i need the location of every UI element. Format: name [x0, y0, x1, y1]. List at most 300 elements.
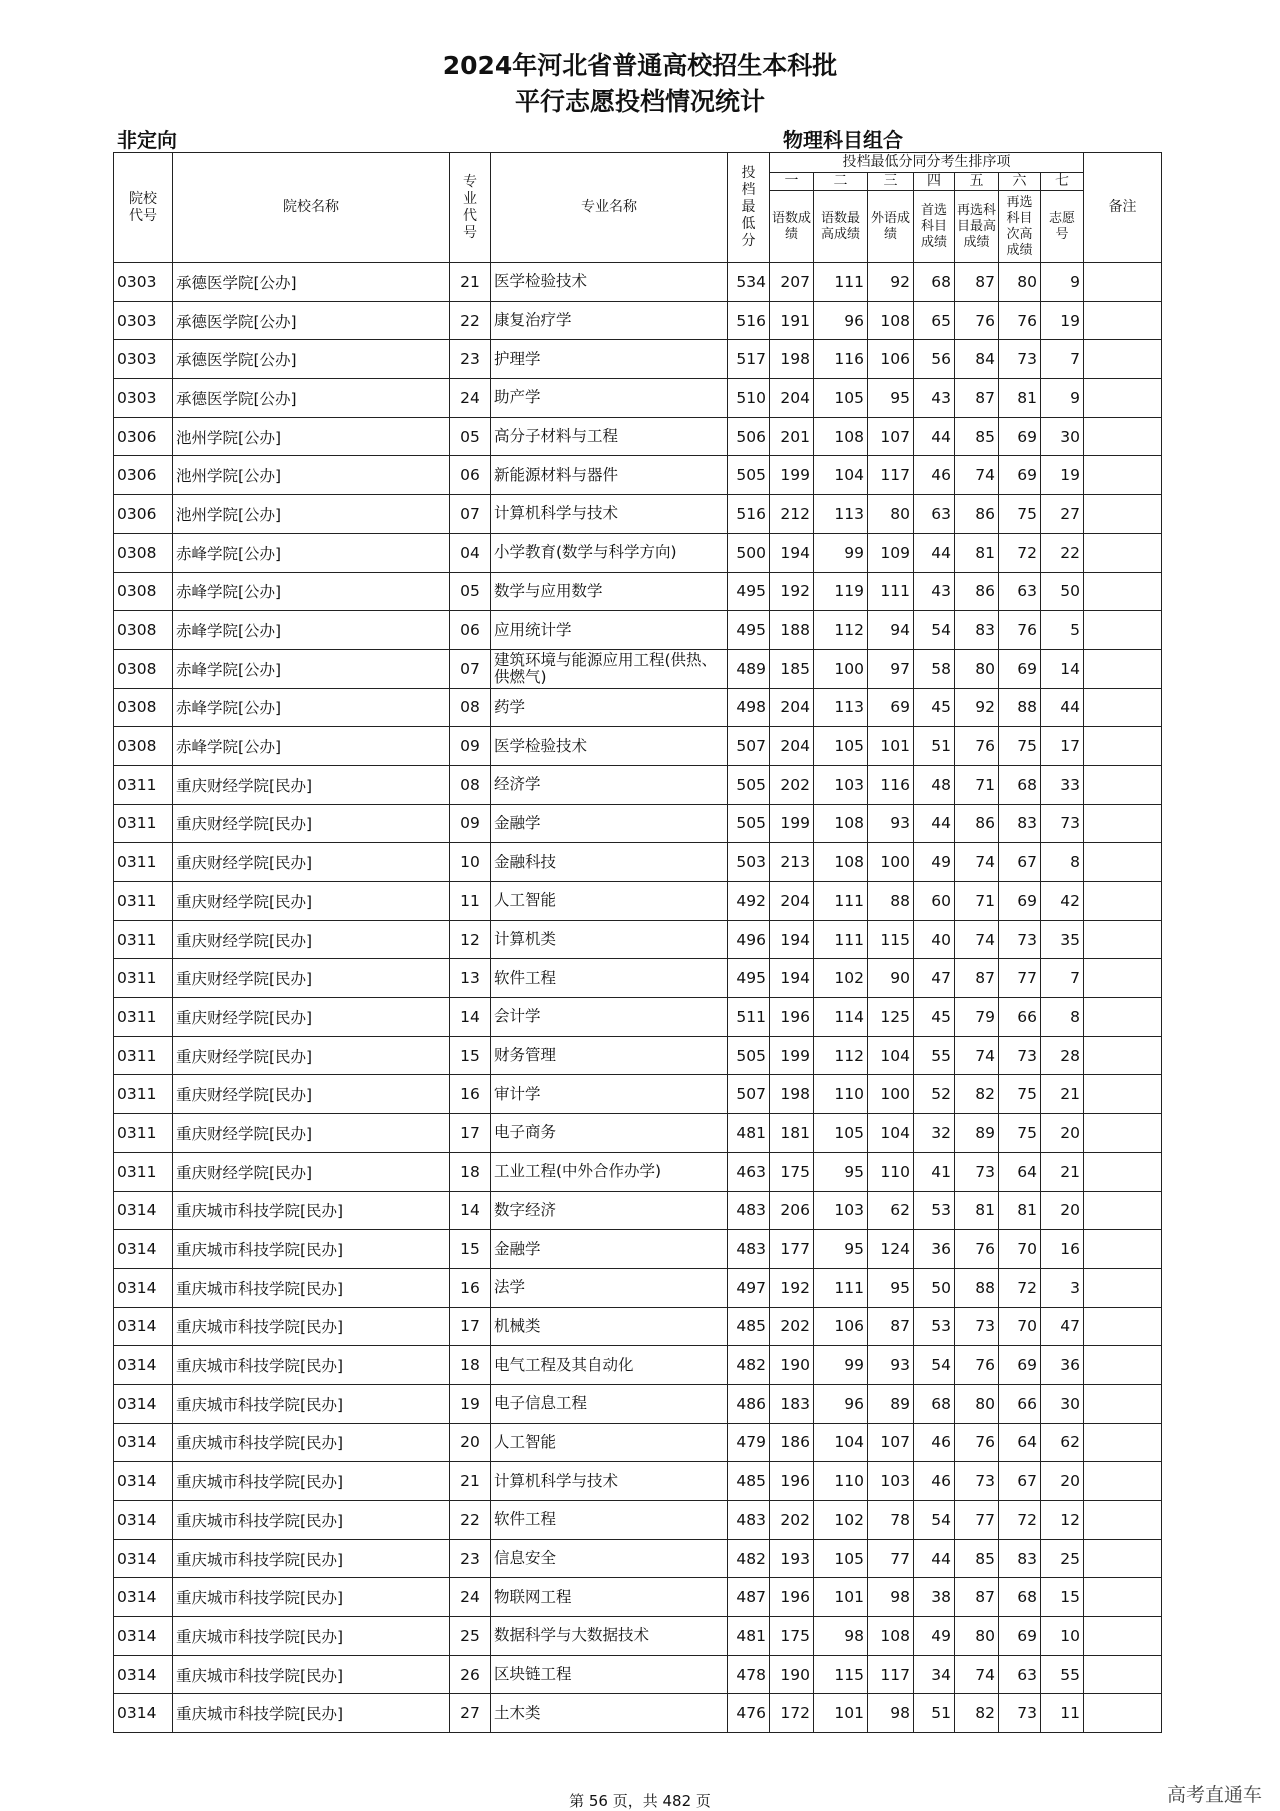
- cell-chinese-math-max-score: 105: [814, 379, 868, 418]
- cell-school-code: 0314: [114, 1655, 173, 1694]
- cell-major-code: 25: [450, 1617, 491, 1656]
- cell-chinese-math-max-score: 104: [814, 456, 868, 495]
- cell-chinese-math-max-score: 105: [814, 1539, 868, 1578]
- header-min-score: 投档最低分: [728, 153, 770, 263]
- table-row: [114, 1075, 1162, 1114]
- cell-first-subject-score: 56: [914, 340, 955, 379]
- table-row: [114, 765, 1162, 804]
- cell-first-subject-score: 46: [914, 1462, 955, 1501]
- cell-first-subject-score: 49: [914, 843, 955, 882]
- cell-first-subject-score: 40: [914, 920, 955, 959]
- cell-major-name: 工业工程(中外合作办学): [491, 1152, 728, 1191]
- cell-remark: [1084, 1617, 1162, 1656]
- cell-elective-max-score: 87: [955, 379, 999, 418]
- cell-preference-number: 16: [1041, 1230, 1084, 1269]
- cell-first-subject-score: 54: [914, 1501, 955, 1540]
- cell-foreign-language-score: 89: [868, 1384, 914, 1423]
- header-sort-number: 三: [868, 173, 914, 191]
- cell-remark: [1084, 1152, 1162, 1191]
- cell-first-subject-score: 46: [914, 1423, 955, 1462]
- cell-major-name: 区块链工程: [491, 1655, 728, 1694]
- cell-foreign-language-score: 116: [868, 765, 914, 804]
- cell-remark: [1084, 804, 1162, 843]
- cell-elective-second-score: 72: [999, 533, 1041, 572]
- cell-chinese-math-score: 196: [770, 1578, 814, 1617]
- cell-chinese-math-score: 199: [770, 456, 814, 495]
- cell-school-name: 赤峰学院[公办]: [173, 611, 450, 650]
- cell-major-name: 金融科技: [491, 843, 728, 882]
- cell-preference-number: 7: [1041, 340, 1084, 379]
- cell-min-score: 516: [728, 495, 770, 534]
- cell-major-name: 软件工程: [491, 1501, 728, 1540]
- header-sort-criterion: 再选科目次高成绩: [999, 191, 1041, 263]
- cell-chinese-math-score: 196: [770, 998, 814, 1037]
- cell-elective-max-score: 76: [955, 1230, 999, 1269]
- cell-remark: [1084, 1075, 1162, 1114]
- cell-elective-second-score: 83: [999, 1539, 1041, 1578]
- cell-elective-max-score: 85: [955, 1539, 999, 1578]
- cell-elective-second-score: 81: [999, 1191, 1041, 1230]
- cell-elective-max-score: 74: [955, 456, 999, 495]
- cell-min-score: 510: [728, 379, 770, 418]
- cell-min-score: 482: [728, 1539, 770, 1578]
- cell-elective-max-score: 82: [955, 1694, 999, 1733]
- cell-major-name: 药学: [491, 688, 728, 727]
- cell-elective-second-score: 69: [999, 456, 1041, 495]
- cell-first-subject-score: 45: [914, 998, 955, 1037]
- cell-preference-number: 17: [1041, 727, 1084, 766]
- table-row: [114, 1655, 1162, 1694]
- cell-elective-max-score: 77: [955, 1501, 999, 1540]
- cell-major-code: 14: [450, 1191, 491, 1230]
- cell-school-name: 重庆城市科技学院[民办]: [173, 1230, 450, 1269]
- cell-major-name: 康复治疗学: [491, 301, 728, 340]
- cell-foreign-language-score: 107: [868, 1423, 914, 1462]
- cell-school-code: 0314: [114, 1539, 173, 1578]
- cell-remark: [1084, 1578, 1162, 1617]
- cell-elective-max-score: 73: [955, 1152, 999, 1191]
- cell-school-name: 赤峰学院[公办]: [173, 727, 450, 766]
- cell-elective-max-score: 87: [955, 263, 999, 302]
- table-row: [114, 727, 1162, 766]
- cell-chinese-math-max-score: 96: [814, 1384, 868, 1423]
- cell-chinese-math-max-score: 102: [814, 1501, 868, 1540]
- cell-elective-max-score: 76: [955, 1346, 999, 1385]
- cell-foreign-language-score: 100: [868, 1075, 914, 1114]
- cell-remark: [1084, 611, 1162, 650]
- cell-elective-second-score: 69: [999, 1346, 1041, 1385]
- table-row: [114, 1462, 1162, 1501]
- cell-school-name: 重庆城市科技学院[民办]: [173, 1578, 450, 1617]
- cell-first-subject-score: 53: [914, 1307, 955, 1346]
- cell-school-code: 0311: [114, 882, 173, 921]
- table-row: [114, 649, 1162, 688]
- cell-first-subject-score: 43: [914, 572, 955, 611]
- cell-elective-max-score: 83: [955, 611, 999, 650]
- cell-school-name: 赤峰学院[公办]: [173, 533, 450, 572]
- cell-min-score: 489: [728, 649, 770, 688]
- cell-preference-number: 47: [1041, 1307, 1084, 1346]
- cell-school-code: 0308: [114, 649, 173, 688]
- cell-first-subject-score: 36: [914, 1230, 955, 1269]
- cell-elective-max-score: 71: [955, 882, 999, 921]
- cell-chinese-math-score: 201: [770, 417, 814, 456]
- header-sort-criterion: 志愿号: [1041, 191, 1084, 263]
- cell-remark: [1084, 920, 1162, 959]
- cell-school-code: 0314: [114, 1423, 173, 1462]
- table-row: [114, 1307, 1162, 1346]
- cell-min-score: 505: [728, 765, 770, 804]
- cell-major-name: 电子信息工程: [491, 1384, 728, 1423]
- cell-elective-second-score: 73: [999, 340, 1041, 379]
- cell-elective-second-score: 66: [999, 1384, 1041, 1423]
- header-sort-number: 六: [999, 173, 1041, 191]
- cell-chinese-math-score: 198: [770, 340, 814, 379]
- cell-min-score: 483: [728, 1191, 770, 1230]
- cell-remark: [1084, 1036, 1162, 1075]
- cell-major-code: 24: [450, 1578, 491, 1617]
- cell-major-code: 09: [450, 804, 491, 843]
- cell-elective-max-score: 73: [955, 1462, 999, 1501]
- cell-major-code: 22: [450, 1501, 491, 1540]
- cell-min-score: 506: [728, 417, 770, 456]
- cell-min-score: 507: [728, 1075, 770, 1114]
- document-subtitle: 平行志愿投档情况统计: [514, 87, 765, 116]
- cell-foreign-language-score: 101: [868, 727, 914, 766]
- cell-major-code: 11: [450, 882, 491, 921]
- cell-elective-max-score: 76: [955, 1423, 999, 1462]
- cell-school-name: 重庆城市科技学院[民办]: [173, 1694, 450, 1733]
- cell-preference-number: 20: [1041, 1114, 1084, 1153]
- cell-school-code: 0314: [114, 1384, 173, 1423]
- cell-major-code: 08: [450, 688, 491, 727]
- cell-chinese-math-max-score: 111: [814, 1268, 868, 1307]
- cell-remark: [1084, 263, 1162, 302]
- cell-preference-number: 14: [1041, 649, 1084, 688]
- cell-major-name: 数字经济: [491, 1191, 728, 1230]
- table-row: [114, 417, 1162, 456]
- cell-elective-max-score: 84: [955, 340, 999, 379]
- cell-preference-number: 30: [1041, 1384, 1084, 1423]
- cell-preference-number: 3: [1041, 1268, 1084, 1307]
- cell-first-subject-score: 58: [914, 649, 955, 688]
- cell-elective-max-score: 76: [955, 727, 999, 766]
- cell-elective-second-score: 69: [999, 882, 1041, 921]
- cell-chinese-math-max-score: 99: [814, 533, 868, 572]
- cell-school-code: 0314: [114, 1501, 173, 1540]
- cell-first-subject-score: 47: [914, 959, 955, 998]
- cell-preference-number: 5: [1041, 611, 1084, 650]
- watermark: 高考直通车: [1166, 1784, 1262, 1806]
- cell-chinese-math-max-score: 110: [814, 1462, 868, 1501]
- header-sort-number: 七: [1041, 173, 1084, 191]
- header-major-name: 专业名称: [491, 153, 728, 263]
- cell-remark: [1084, 456, 1162, 495]
- cell-chinese-math-score: 175: [770, 1152, 814, 1191]
- cell-chinese-math-max-score: 112: [814, 1036, 868, 1075]
- cell-school-code: 0306: [114, 495, 173, 534]
- cell-major-code: 18: [450, 1346, 491, 1385]
- cell-chinese-math-max-score: 111: [814, 882, 868, 921]
- cell-school-name: 重庆财经学院[民办]: [173, 998, 450, 1037]
- cell-min-score: 476: [728, 1694, 770, 1733]
- table-row: [114, 959, 1162, 998]
- cell-major-code: 20: [450, 1423, 491, 1462]
- cell-major-name: 信息安全: [491, 1539, 728, 1578]
- cell-school-name: 重庆城市科技学院[民办]: [173, 1462, 450, 1501]
- cell-foreign-language-score: 104: [868, 1114, 914, 1153]
- cell-chinese-math-max-score: 119: [814, 572, 868, 611]
- cell-first-subject-score: 54: [914, 611, 955, 650]
- cell-elective-max-score: 87: [955, 959, 999, 998]
- cell-remark: [1084, 1191, 1162, 1230]
- cell-first-subject-score: 44: [914, 533, 955, 572]
- cell-major-name: 计算机科学与技术: [491, 1462, 728, 1501]
- cell-min-score: 486: [728, 1384, 770, 1423]
- cell-min-score: 507: [728, 727, 770, 766]
- cell-chinese-math-max-score: 108: [814, 843, 868, 882]
- cell-school-name: 重庆财经学院[民办]: [173, 765, 450, 804]
- cell-foreign-language-score: 77: [868, 1539, 914, 1578]
- cell-chinese-math-max-score: 105: [814, 727, 868, 766]
- table-row: [114, 1191, 1162, 1230]
- cell-foreign-language-score: 90: [868, 959, 914, 998]
- cell-preference-number: 12: [1041, 1501, 1084, 1540]
- cell-first-subject-score: 52: [914, 1075, 955, 1114]
- cell-preference-number: 55: [1041, 1655, 1084, 1694]
- cell-school-name: 重庆城市科技学院[民办]: [173, 1268, 450, 1307]
- cell-remark: [1084, 1230, 1162, 1269]
- cell-major-code: 21: [450, 263, 491, 302]
- cell-min-score: 483: [728, 1230, 770, 1269]
- cell-elective-second-score: 88: [999, 688, 1041, 727]
- cell-major-code: 18: [450, 1152, 491, 1191]
- cell-chinese-math-max-score: 112: [814, 611, 868, 650]
- cell-first-subject-score: 51: [914, 727, 955, 766]
- cell-remark: [1084, 1501, 1162, 1540]
- cell-chinese-math-max-score: 100: [814, 649, 868, 688]
- cell-min-score: 496: [728, 920, 770, 959]
- cell-elective-max-score: 81: [955, 1191, 999, 1230]
- cell-chinese-math-score: 198: [770, 1075, 814, 1114]
- cell-first-subject-score: 55: [914, 1036, 955, 1075]
- cell-chinese-math-max-score: 95: [814, 1152, 868, 1191]
- cell-elective-max-score: 81: [955, 533, 999, 572]
- cell-chinese-math-score: 204: [770, 379, 814, 418]
- cell-school-code: 0308: [114, 688, 173, 727]
- cell-preference-number: 27: [1041, 495, 1084, 534]
- cell-major-code: 09: [450, 727, 491, 766]
- cell-min-score: 485: [728, 1307, 770, 1346]
- cell-school-code: 0314: [114, 1462, 173, 1501]
- cell-chinese-math-score: 196: [770, 1462, 814, 1501]
- cell-chinese-math-max-score: 103: [814, 1191, 868, 1230]
- cell-school-name: 承德医学院[公办]: [173, 301, 450, 340]
- cell-elective-max-score: 82: [955, 1075, 999, 1114]
- cell-preference-number: 33: [1041, 765, 1084, 804]
- cell-remark: [1084, 379, 1162, 418]
- cell-major-name: 审计学: [491, 1075, 728, 1114]
- cell-preference-number: 36: [1041, 1346, 1084, 1385]
- cell-elective-second-score: 68: [999, 1578, 1041, 1617]
- cell-school-name: 赤峰学院[公办]: [173, 572, 450, 611]
- cell-first-subject-score: 46: [914, 456, 955, 495]
- cell-first-subject-score: 54: [914, 1346, 955, 1385]
- cell-major-name: 应用统计学: [491, 611, 728, 650]
- header-sort-number: 四: [914, 173, 955, 191]
- cell-school-code: 0314: [114, 1346, 173, 1385]
- cell-major-code: 06: [450, 611, 491, 650]
- cell-major-code: 16: [450, 1268, 491, 1307]
- cell-min-score: 492: [728, 882, 770, 921]
- cell-school-code: 0306: [114, 456, 173, 495]
- cell-first-subject-score: 32: [914, 1114, 955, 1153]
- table-row: [114, 611, 1162, 650]
- cell-major-name: 计算机类: [491, 920, 728, 959]
- cell-chinese-math-max-score: 111: [814, 263, 868, 302]
- cell-first-subject-score: 48: [914, 765, 955, 804]
- cell-preference-number: 8: [1041, 843, 1084, 882]
- cell-elective-second-score: 70: [999, 1230, 1041, 1269]
- cell-preference-number: 9: [1041, 263, 1084, 302]
- cell-preference-number: 42: [1041, 882, 1084, 921]
- cell-chinese-math-score: 202: [770, 765, 814, 804]
- table-row: [114, 804, 1162, 843]
- cell-chinese-math-score: 192: [770, 572, 814, 611]
- cell-chinese-math-score: 190: [770, 1346, 814, 1385]
- cell-chinese-math-score: 177: [770, 1230, 814, 1269]
- cell-chinese-math-max-score: 106: [814, 1307, 868, 1346]
- cell-major-code: 10: [450, 843, 491, 882]
- cell-major-code: 13: [450, 959, 491, 998]
- cell-school-name: 重庆财经学院[民办]: [173, 920, 450, 959]
- cell-foreign-language-score: 93: [868, 804, 914, 843]
- cell-elective-second-score: 64: [999, 1423, 1041, 1462]
- cell-chinese-math-max-score: 111: [814, 920, 868, 959]
- cell-first-subject-score: 38: [914, 1578, 955, 1617]
- cell-first-subject-score: 44: [914, 804, 955, 843]
- cell-elective-second-score: 76: [999, 611, 1041, 650]
- table-row: [114, 572, 1162, 611]
- cell-preference-number: 30: [1041, 417, 1084, 456]
- cell-first-subject-score: 68: [914, 1384, 955, 1423]
- cell-school-code: 0303: [114, 379, 173, 418]
- cell-remark: [1084, 959, 1162, 998]
- cell-first-subject-score: 34: [914, 1655, 955, 1694]
- cell-school-code: 0311: [114, 843, 173, 882]
- cell-school-name: 赤峰学院[公办]: [173, 688, 450, 727]
- cell-first-subject-score: 60: [914, 882, 955, 921]
- cell-foreign-language-score: 106: [868, 340, 914, 379]
- cell-chinese-math-max-score: 102: [814, 959, 868, 998]
- cell-school-name: 重庆财经学院[民办]: [173, 1036, 450, 1075]
- table-row: [114, 882, 1162, 921]
- cell-elective-second-score: 68: [999, 765, 1041, 804]
- cell-remark: [1084, 1462, 1162, 1501]
- cell-min-score: 478: [728, 1655, 770, 1694]
- cell-elective-max-score: 85: [955, 417, 999, 456]
- cell-school-name: 池州学院[公办]: [173, 495, 450, 534]
- cell-major-name: 医学检验技术: [491, 727, 728, 766]
- cell-chinese-math-max-score: 96: [814, 301, 868, 340]
- cell-school-code: 0311: [114, 1075, 173, 1114]
- cell-major-name: 机械类: [491, 1307, 728, 1346]
- cell-elective-second-score: 67: [999, 1462, 1041, 1501]
- cell-elective-second-score: 70: [999, 1307, 1041, 1346]
- table-row: [114, 1268, 1162, 1307]
- cell-chinese-math-score: 185: [770, 649, 814, 688]
- cell-major-name: 医学检验技术: [491, 263, 728, 302]
- cell-foreign-language-score: 69: [868, 688, 914, 727]
- cell-chinese-math-score: 204: [770, 882, 814, 921]
- cell-min-score: 505: [728, 804, 770, 843]
- cell-first-subject-score: 41: [914, 1152, 955, 1191]
- cell-remark: [1084, 417, 1162, 456]
- cell-major-name: 财务管理: [491, 1036, 728, 1075]
- cell-preference-number: 35: [1041, 920, 1084, 959]
- cell-remark: [1084, 1384, 1162, 1423]
- cell-major-code: 17: [450, 1114, 491, 1153]
- cell-first-subject-score: 65: [914, 301, 955, 340]
- cell-school-code: 0308: [114, 727, 173, 766]
- table-row: [114, 688, 1162, 727]
- cell-major-name: 经济学: [491, 765, 728, 804]
- document-title: 2024年河北省普通高校招生本科批: [442, 51, 838, 80]
- table-row: [114, 1617, 1162, 1656]
- cell-elective-max-score: 86: [955, 495, 999, 534]
- cell-chinese-math-score: 183: [770, 1384, 814, 1423]
- cell-preference-number: 28: [1041, 1036, 1084, 1075]
- subject-combination-label: 物理科目组合: [783, 128, 903, 152]
- cell-major-code: 05: [450, 417, 491, 456]
- table-row: [114, 1230, 1162, 1269]
- cell-school-name: 重庆城市科技学院[民办]: [173, 1423, 450, 1462]
- cell-major-name: 软件工程: [491, 959, 728, 998]
- cell-remark: [1084, 843, 1162, 882]
- cell-major-code: 06: [450, 456, 491, 495]
- cell-elective-max-score: 79: [955, 998, 999, 1037]
- cell-elective-second-score: 69: [999, 417, 1041, 456]
- cell-major-name: 电子商务: [491, 1114, 728, 1153]
- cell-elective-second-score: 75: [999, 1075, 1041, 1114]
- cell-remark: [1084, 649, 1162, 688]
- table-row: [114, 1114, 1162, 1153]
- cell-preference-number: 19: [1041, 301, 1084, 340]
- table-row: [114, 379, 1162, 418]
- cell-school-name: 重庆财经学院[民办]: [173, 843, 450, 882]
- table-row: [114, 456, 1162, 495]
- cell-school-name: 重庆城市科技学院[民办]: [173, 1501, 450, 1540]
- cell-elective-second-score: 75: [999, 495, 1041, 534]
- cell-remark: [1084, 495, 1162, 534]
- cell-min-score: 505: [728, 456, 770, 495]
- cell-major-code: 23: [450, 340, 491, 379]
- cell-school-code: 0311: [114, 920, 173, 959]
- cell-major-code: 14: [450, 998, 491, 1037]
- cell-foreign-language-score: 97: [868, 649, 914, 688]
- cell-school-code: 0311: [114, 959, 173, 998]
- cell-chinese-math-score: 172: [770, 1694, 814, 1733]
- cell-chinese-math-max-score: 105: [814, 1114, 868, 1153]
- cell-preference-number: 20: [1041, 1191, 1084, 1230]
- cell-major-name: 物联网工程: [491, 1578, 728, 1617]
- cell-foreign-language-score: 115: [868, 920, 914, 959]
- cell-elective-second-score: 83: [999, 804, 1041, 843]
- cell-chinese-math-max-score: 116: [814, 340, 868, 379]
- cell-remark: [1084, 340, 1162, 379]
- cell-elective-second-score: 66: [999, 998, 1041, 1037]
- cell-school-code: 0314: [114, 1694, 173, 1733]
